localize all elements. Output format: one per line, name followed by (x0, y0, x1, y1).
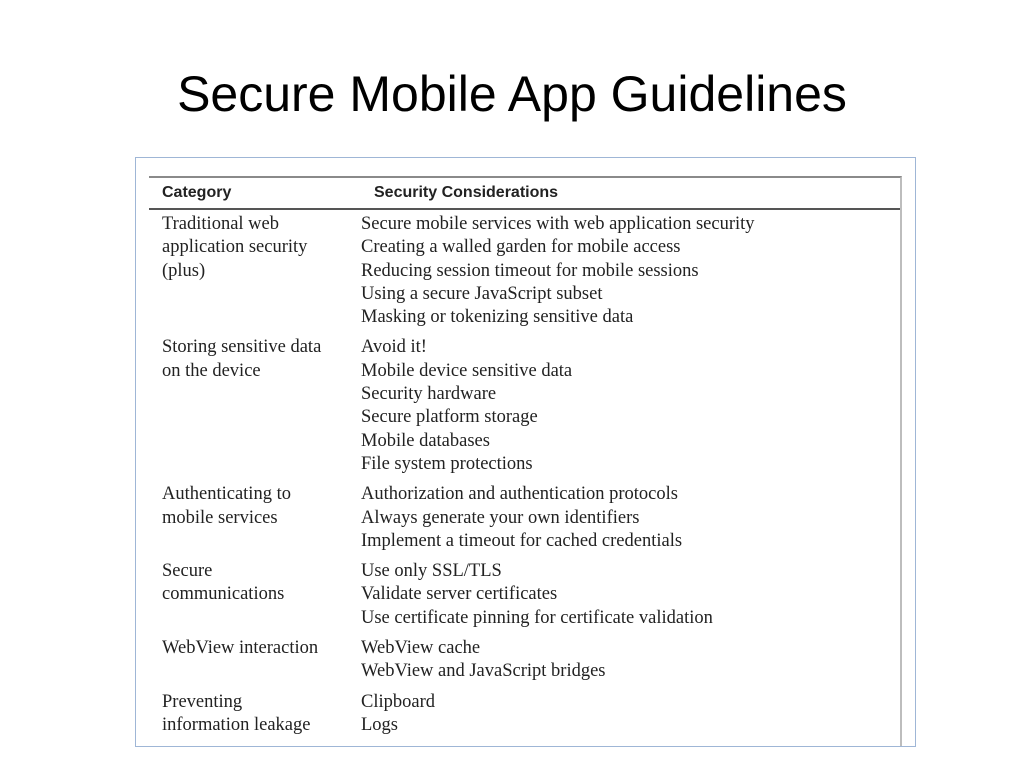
category-label-line: information leakage (162, 714, 311, 735)
consideration-item: File system protections (361, 453, 533, 474)
considerations-cell (361, 213, 900, 329)
category-label-line: WebView interaction (162, 638, 319, 659)
category-label-line: Authenticating to (162, 484, 291, 505)
consideration-item: Authorization and authentication protocols (361, 484, 678, 505)
consideration-item: WebView and JavaScript bridges (361, 661, 606, 682)
consideration-item: Mobile device sensitive data (361, 360, 573, 381)
category-cell (149, 213, 361, 329)
table-row (149, 560, 900, 630)
consideration-item: Avoid it! (361, 337, 427, 358)
category-label-line: application security (162, 237, 308, 258)
table-row (149, 336, 900, 476)
category-cell (149, 637, 361, 684)
table-row (149, 637, 900, 684)
header-category: Category (162, 184, 232, 201)
table-figure (135, 157, 916, 747)
consideration-item: Logs (361, 714, 398, 735)
consideration-item: Using a secure JavaScript subset (361, 283, 603, 304)
category-cell (149, 560, 361, 630)
category-label-line: Storing sensitive data (162, 337, 322, 358)
category-label-line: Preventing (162, 691, 243, 712)
category-label-line: mobile services (162, 507, 278, 528)
category-label-line: communications (162, 584, 285, 605)
consideration-item: Use certificate pinning for certificate validation (361, 607, 713, 628)
consideration-item: Clipboard (361, 691, 435, 712)
consideration-item: Implement a timeout for cached credentials (361, 530, 683, 551)
table-row (149, 213, 900, 329)
consideration-item: Validate server certificates (361, 584, 558, 605)
consideration-item: Secure platform storage (361, 407, 538, 428)
slide-title: Secure Mobile App Guidelines (177, 66, 847, 122)
considerations-cell (361, 336, 900, 476)
considerations-cell (361, 560, 900, 630)
table-row (149, 483, 900, 553)
category-label-line: Traditional web (162, 214, 279, 234)
table-header-row (149, 178, 900, 210)
considerations-cell (361, 483, 900, 553)
consideration-item: Security hardware (361, 384, 497, 405)
category-cell (149, 483, 361, 553)
category-cell (149, 336, 361, 476)
category-label-line: (plus) (162, 260, 206, 281)
header-security-considerations: Security Considerations (374, 184, 559, 201)
consideration-item: Always generate your own identifiers (361, 507, 640, 528)
consideration-item: Masking or tokenizing sensitive data (361, 307, 634, 328)
consideration-item: Use only SSL/TLS (361, 561, 502, 582)
table-row (149, 691, 900, 738)
considerations-cell (361, 637, 900, 684)
consideration-item: Mobile databases (361, 430, 490, 451)
category-label-line: Secure (162, 561, 213, 582)
guidelines-table (149, 176, 902, 747)
category-cell (149, 691, 361, 738)
consideration-item: WebView cache (361, 638, 481, 659)
consideration-item: Creating a walled garden for mobile access (361, 237, 681, 258)
consideration-item: Reducing session timeout for mobile sessions (361, 260, 699, 281)
considerations-cell (361, 691, 900, 738)
category-label-line: on the device (162, 360, 261, 381)
consideration-item: Secure mobile services with web application security (361, 214, 755, 234)
table-body (149, 210, 900, 737)
